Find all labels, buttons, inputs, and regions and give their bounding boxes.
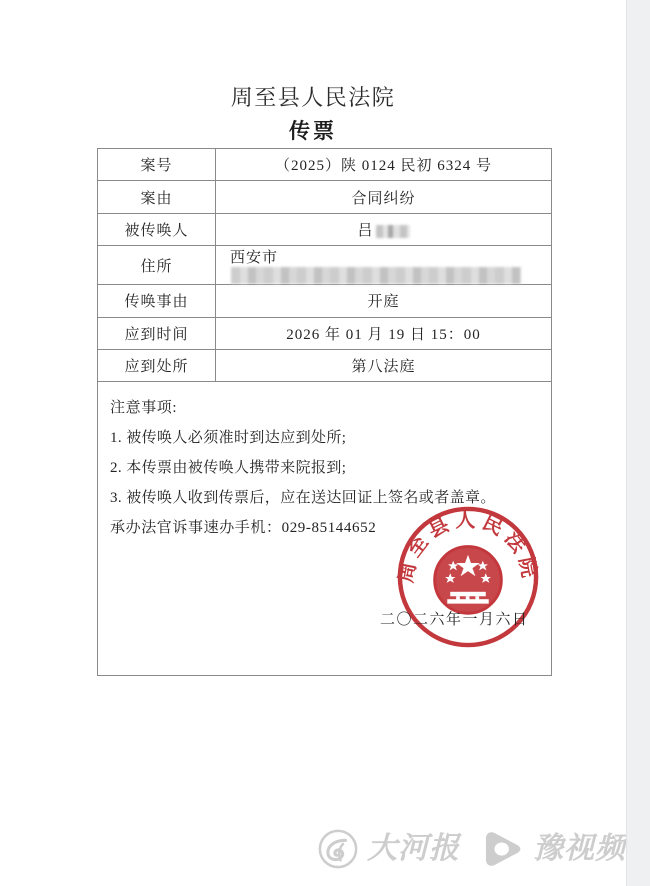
row-value-appearance-place: 第八法庭 <box>216 350 552 382</box>
table-row <box>98 149 552 181</box>
table-row <box>98 285 552 317</box>
notes-section <box>98 382 552 676</box>
svg-text:周至县人民法院: 周至县人民法院 <box>395 510 541 585</box>
row-value-case-number: （2025）陕 0124 民初 6324 号 <box>216 149 552 181</box>
row-label-summons-reason: 传唤事由 <box>98 285 216 317</box>
table-row <box>98 246 552 285</box>
redaction-bar-address <box>231 267 521 284</box>
redaction-bar-name <box>376 225 410 238</box>
viewer-right-edge <box>626 0 650 886</box>
row-label-address: 住所 <box>98 246 216 285</box>
notes-heading: 注意事项: <box>110 400 178 417</box>
play-button-icon <box>482 828 524 870</box>
table-row <box>98 317 552 349</box>
row-label-appearance-time: 应到时间 <box>98 317 216 349</box>
summoned-person-name: 吕 <box>357 222 374 239</box>
watermark-brand-two: 豫视频 <box>533 832 626 865</box>
judge-contact-line: 承办法官诉事速办手机：029-85144652 <box>110 520 377 537</box>
document-header <box>0 84 626 144</box>
court-name: 周至县人民法院 <box>230 85 396 110</box>
document-type-title: 传票 <box>289 118 337 143</box>
note-item-2: 2. 本传票由被传唤人携带来院报到; <box>110 460 347 477</box>
table-row <box>98 350 552 382</box>
note-item-1: 1. 被传唤人必须准时到达应到处所; <box>110 430 347 447</box>
address-prefix: 西安市 <box>230 250 279 267</box>
table-row <box>98 213 552 245</box>
row-label-case-number: 案号 <box>98 149 216 181</box>
table-row-notes <box>98 382 552 676</box>
notes-body <box>98 393 551 675</box>
watermark-brand-one: 大河报 <box>367 832 460 865</box>
table-row <box>98 181 552 213</box>
row-value-appearance-time: 2026 年 01 月 19 日 15：00 <box>216 317 552 349</box>
row-value-summons-reason: 开庭 <box>216 285 552 317</box>
swirl-wave-icon <box>318 829 358 869</box>
row-label-cause-of-action: 案由 <box>98 181 216 213</box>
seal-date-text: 二〇二六年一月六日 <box>380 612 529 629</box>
publisher-watermark <box>318 828 626 870</box>
row-value-address <box>216 246 552 285</box>
row-value-cause-of-action: 合同纠纷 <box>216 181 552 213</box>
summons-details-table <box>97 148 552 676</box>
note-item-3: 3. 被传唤人收到传票后，应在送达回证上签名或者盖章。 <box>110 490 496 507</box>
row-label-appearance-place: 应到处所 <box>98 350 216 382</box>
row-value-summoned-person <box>216 213 552 245</box>
row-label-summoned-person: 被传唤人 <box>98 213 216 245</box>
